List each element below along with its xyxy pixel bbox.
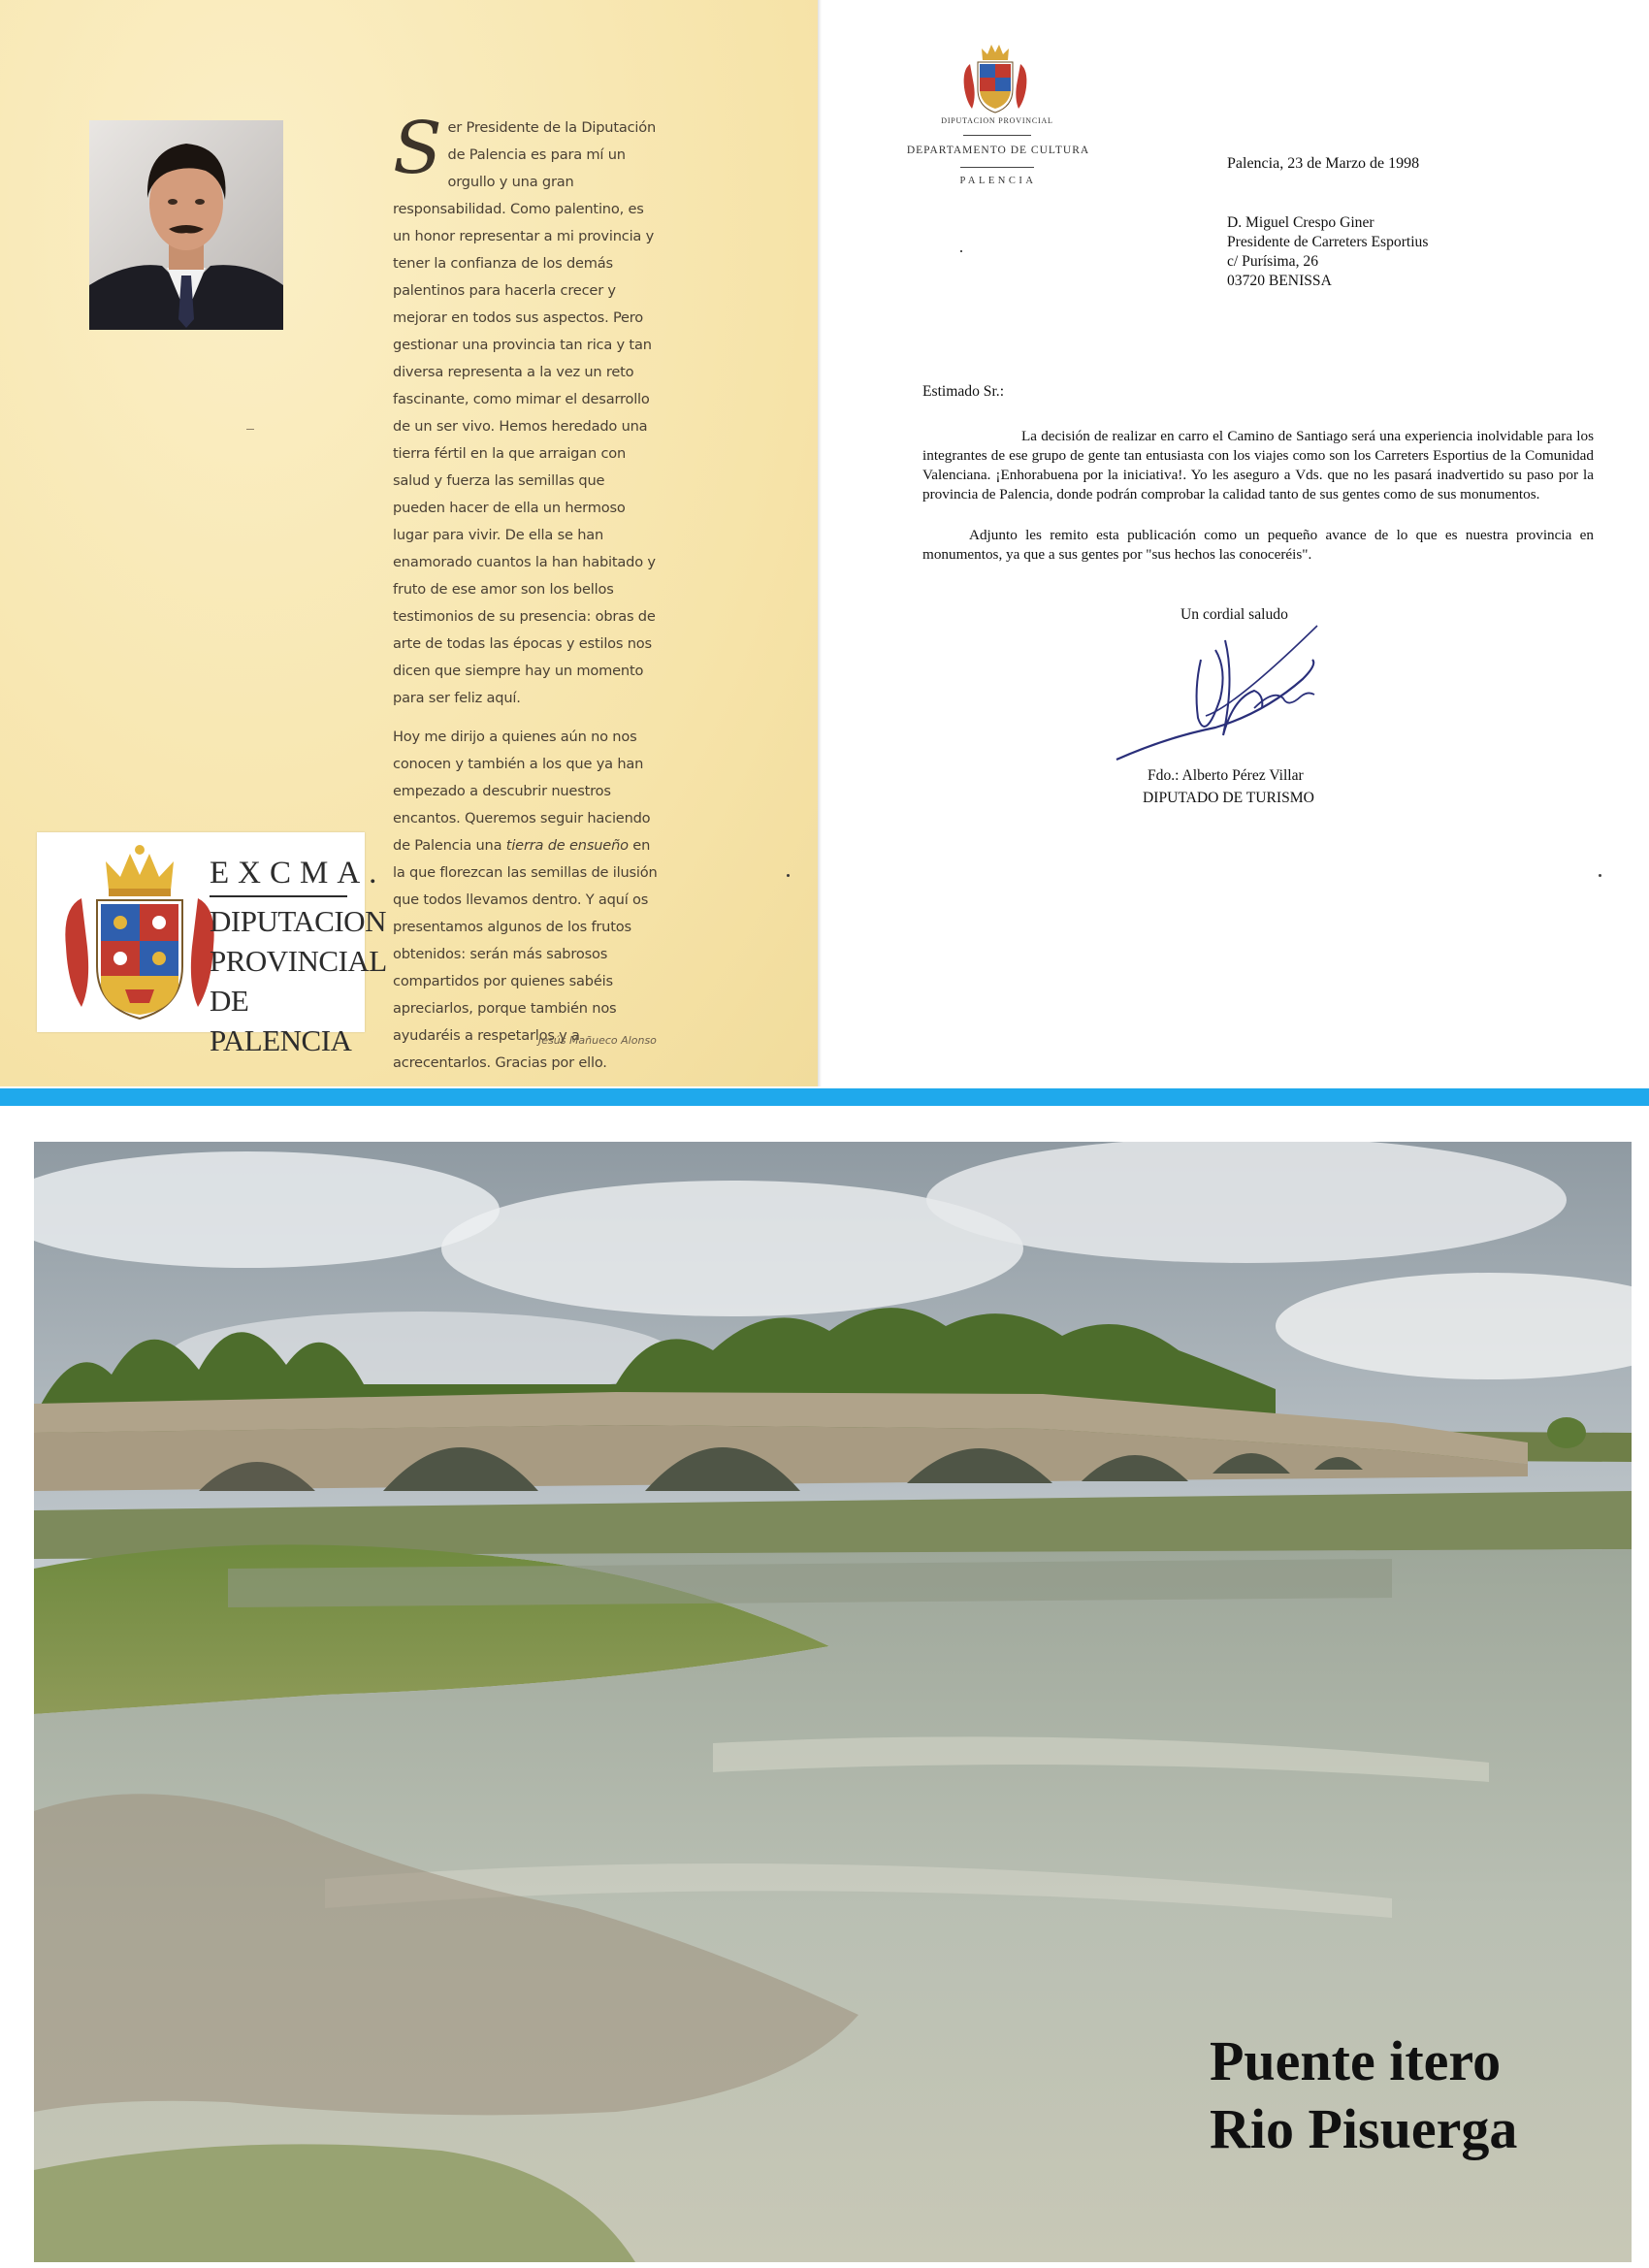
print-mark bbox=[246, 429, 254, 430]
drop-cap: S bbox=[393, 107, 442, 190]
letterhead-rule-2 bbox=[960, 167, 1034, 168]
page-edge-shadow bbox=[818, 0, 822, 1086]
blue-separator bbox=[0, 1088, 1649, 1106]
caption-line-2: Rio Pisuerga bbox=[1210, 2097, 1518, 2160]
letter-sender bbox=[1143, 766, 1314, 808]
letterhead-department: DEPARTAMENTO DE CULTURA bbox=[906, 145, 1090, 156]
diputacion-logo-text bbox=[210, 854, 387, 1060]
letter-paragraph-1: La decisión de realizar en carro el Camino de Santiago será una experiencia inolvidable para los integrantes de ese grupo de gente tan entusiasta con los viajes como son los Carreters Esportius de la Comunidad Valenciana. ¡Enhorabuena por la iniciativa!. Yo les aseguro a Vds. que no les pasará inadvertido su paso por la provincia de Palencia, donde podrán comprobar la calidad tanto de sus gentes como de sus monumentos. bbox=[922, 428, 1594, 502]
recipient-street: c/ Purísima, 26 bbox=[1227, 253, 1318, 270]
print-dot bbox=[787, 874, 790, 877]
letter-greeting: Estimado Sr.: bbox=[922, 383, 1005, 400]
print-dot bbox=[1599, 874, 1601, 877]
diputacion-logo-card bbox=[37, 832, 387, 1057]
recipient-city: 03720 BENISSA bbox=[1227, 273, 1332, 289]
recipient-address bbox=[1227, 213, 1428, 291]
sender-role: DIPUTADO DE TURISMO bbox=[1143, 790, 1314, 806]
letterhead-rule-1 bbox=[963, 135, 1031, 136]
logo-rule bbox=[210, 895, 347, 897]
logo-provincial: PROVINCIAL bbox=[210, 944, 387, 978]
president-message bbox=[393, 107, 661, 1088]
message-paragraph-2: Hoy me dirijo a quienes aún no nos conocen y también a los que ya han empezado a descubrir nuestros encantos. Queremos seguir haciendo de Palencia una tierra de ensueño en la que florezcan las semillas de ilusión que todos llevamos dentro. Y aquí os presentamos algunos de los frutos obtenidos: serán más sabrosos compartidos por quienes sabéis apreciarlos, porque también nos ayudaréis a respetarlos y a acrecentarlos. Gracias por ello. bbox=[393, 729, 658, 1071]
letter-body bbox=[922, 427, 1594, 586]
letter-date: Palencia, 23 de Marzo de 1998 bbox=[1227, 155, 1420, 172]
coat-of-arms-icon bbox=[52, 840, 227, 1024]
photo-caption bbox=[1210, 2027, 1517, 2163]
brochure-page bbox=[0, 0, 818, 1086]
letter-closing: Un cordial saludo bbox=[1180, 606, 1288, 623]
letter-paragraph-2: Adjunto les remito esta publicación como un pequeño avance de lo que es nuestra provincia en monumentos, ya que a sus gentes por "sus hechos las conoceréis". bbox=[922, 527, 1594, 563]
letterhead-crest-icon bbox=[960, 37, 1030, 114]
letterhead-city: PALENCIA bbox=[959, 176, 1037, 186]
president-portrait bbox=[89, 120, 283, 330]
caption-line-1: Puente itero bbox=[1210, 2029, 1502, 2092]
president-signature-name: Jesús Mañueco Alonso bbox=[538, 1034, 657, 1047]
logo-de-palencia: DE PALENCIA bbox=[210, 984, 352, 1057]
handwritten-signature bbox=[1109, 621, 1322, 771]
print-dot bbox=[960, 250, 962, 252]
recipient-name: D. Miguel Crespo Giner bbox=[1227, 214, 1374, 231]
message-paragraph-1: Ser Presidente de la Diputación de Palencia es para mí un orgullo y una gran responsabilidad. Como palentino, es un honor representar a mi provincia y tener la confianza de los demás palentinos para hacerla crecer y mejorar en todos sus aspectos. Pero gestionar una provincia tan rica y tan diversa representa a la vez un reto fascinante, como mimar el desarrollo de un ser vivo. Hemos heredado una tierra fértil en la que arraigan con salud y fuerza las semillas que pueden hacer de ella un hermoso lugar para vivir. De ella se han enamorado cuantos la han habitado y fruto de ese amor son los bellos testimonios de su presencia: obras de arte de todas las épocas y estilos nos dicen que siempre hay un momento para ser feliz aquí. bbox=[393, 107, 657, 706]
sender-name: Fdo.: Alberto Pérez Villar bbox=[1148, 767, 1304, 784]
recipient-title: Presidente de Carreters Esportius bbox=[1227, 234, 1429, 250]
letterhead-institution: DIPUTACION PROVINCIAL bbox=[941, 116, 1053, 125]
letter-page bbox=[818, 0, 1649, 1086]
logo-excma: EXCMA. bbox=[210, 856, 386, 891]
logo-diputacion: DIPUTACION bbox=[210, 904, 386, 938]
